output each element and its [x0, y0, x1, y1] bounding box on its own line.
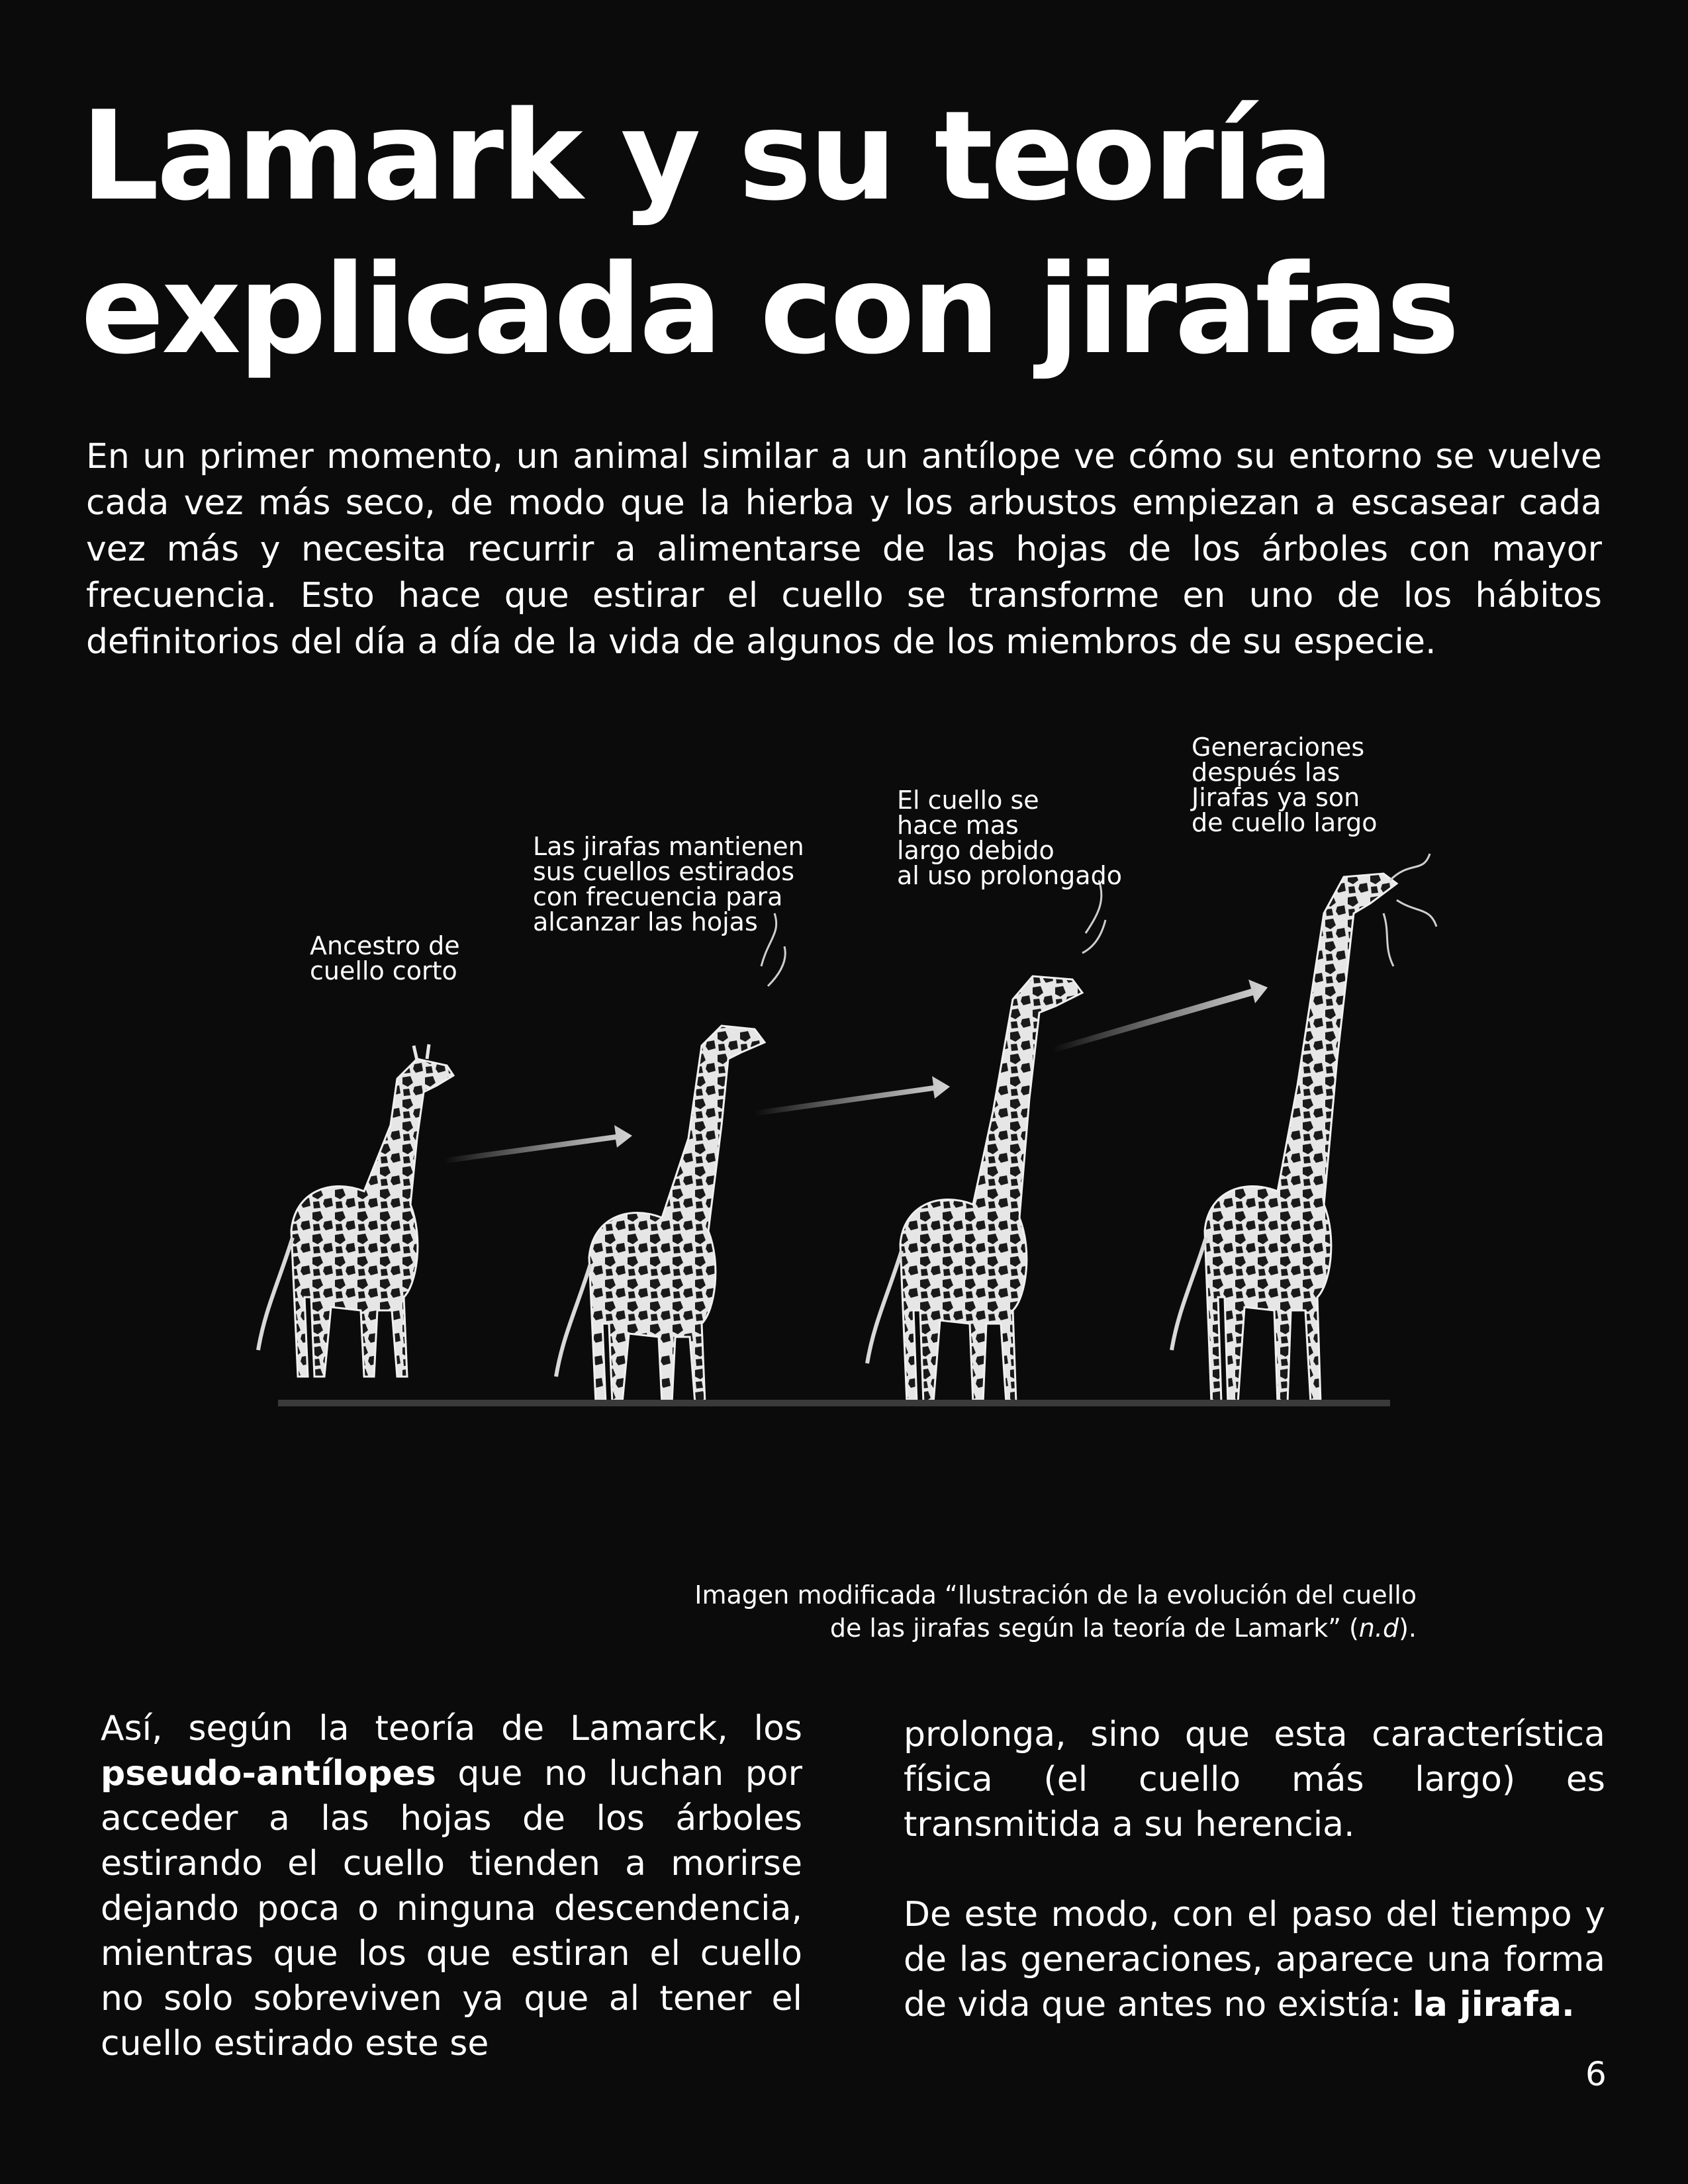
intro-paragraph: En un primer momento, un animal similar a un antílope ve cómo su entorno se vuelve cada vez más seco, de modo que la hierba y los arbustos empiezan a escasear cada vez más y necesita recurrir a alimentarse de las hojas de los árboles con mayor frecuencia. Esto hace que estirar el cuello se transforme en uno de los hábitos definitorios del día a día de la vida de algunos de los miembros de su especie.: [86, 437, 1602, 662]
left-paragraph: [101, 1706, 802, 2066]
right-paragraph-2-text: De este modo, con el paso del tiempo y de las generaciones, aparece una forma de vida que antes no existía:: [904, 1895, 1605, 2025]
giraffe-1: [258, 1044, 453, 1377]
giraffe-evolution-figure: [199, 715, 1523, 1562]
arrow-1: [444, 1125, 632, 1163]
caption-line-1: Imagen modificada “Ilustración de la evolución del cuello: [694, 1580, 1417, 1610]
page-number: 6: [1585, 2055, 1607, 2093]
label-longer-neck: El cuello se hace mas largo debido al uso prolongado: [897, 786, 1122, 890]
page-title: [81, 79, 1623, 387]
giraffe-4: [1172, 854, 1436, 1403]
figure-caption: [530, 1578, 1417, 1645]
right-paragraph-1: prolonga, sino que esta característica física (el cuello más largo) es transmitida a su herencia.: [904, 1715, 1605, 1844]
label-generations-later: Generaciones después las Jirafas ya son de cuello largo: [1192, 733, 1378, 837]
arrow-3: [1053, 979, 1268, 1052]
giraffe-2: [556, 913, 785, 1403]
evolution-arrows: [444, 979, 1268, 1163]
label-ancestor: Ancestro de cuello corto: [310, 931, 460, 985]
right-column: [904, 1712, 1605, 2027]
title-line-1: Lamark y su teoría: [81, 84, 1332, 228]
title-line-2: explicada con jirafas: [81, 238, 1458, 381]
caption-italic: n.d: [1358, 1614, 1399, 1643]
caption-line-2-end: ).: [1399, 1614, 1417, 1643]
left-paragraph-start: Así, según la teoría de Lamarck, los: [101, 1709, 802, 1749]
left-paragraph-bold: pseudo-antílopes: [101, 1754, 436, 1794]
caption-line-2-text: de las jirafas según la teoría de Lamark” (: [829, 1614, 1359, 1643]
caption-line-2: [530, 1612, 1417, 1645]
arrow-2: [755, 1076, 950, 1116]
right-paragraph-2-bold: la jirafa.: [1412, 1985, 1575, 2025]
label-stretched-necks: Las jirafas mantienen sus cuellos estirados con frecuencia para alcanzar las hojas: [533, 832, 804, 936]
left-paragraph-end: que no luchan por acceder a las hojas de los árboles estirando el cuello tienden a morirse dejando poca o ninguna descendencia, mientras que los que estiran el cuello no solo sobreviven ya que al tener el cuello estirado este se: [101, 1754, 802, 2064]
right-paragraph-2: [904, 1892, 1605, 2027]
giraffe-3: [867, 880, 1105, 1403]
left-column: [101, 1706, 802, 2066]
giraffe-illustration: [199, 715, 1523, 1562]
